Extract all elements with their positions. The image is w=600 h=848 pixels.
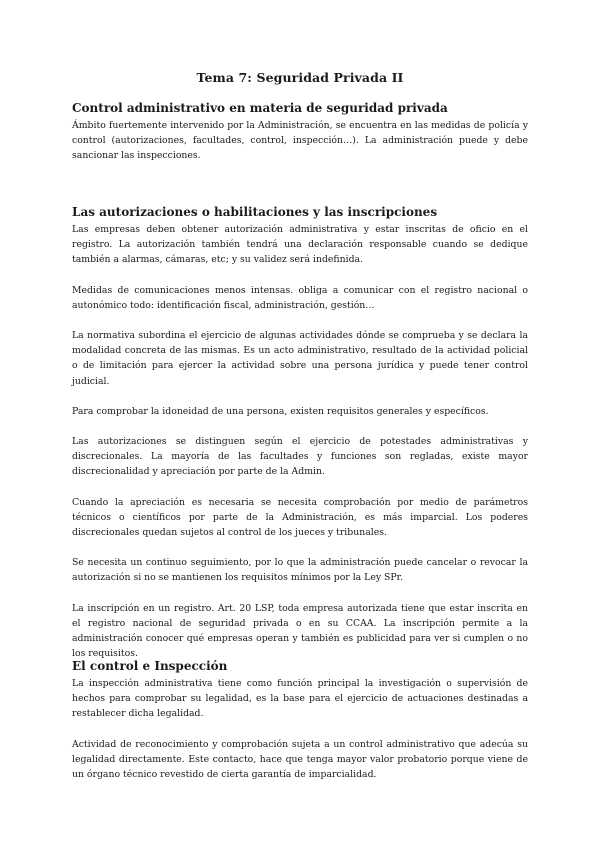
paragraph: La inscripción en un registro. Art. 20 LSP, toda empresa autorizada tiene que estar inscrita en el registro nacional de seguridad privada o en su CCAA. La inscripción permite a la administración conocer qué empresas operan y también es publicidad para ver si cumplen o no los requisitos. <box>72 602 528 660</box>
paragraph: Las empresas deben obtener autorización administrativa y estar inscritas de oficio en el registro. La autorización también tendrá una declaración responsable cuando se dedique también a alarmas, cámaras, etc; y su validez será indefinida. <box>72 224 528 266</box>
paragraph: Se necesita un continuo seguimiento, por lo que la administración puede cancelar o revocar la autorización si no se mantienen los requisitos mínimos por la Ley SPr. <box>72 557 528 584</box>
section-control-administrativo <box>72 101 528 164</box>
paragraph: Para comprobar la idoneidad de una persona, existen requisitos generales y específicos. <box>72 405 489 417</box>
section-heading: Las autorizaciones o habilitaciones y las inscripciones <box>72 205 438 219</box>
document-title: Tema 7: Seguridad Privada II <box>196 70 404 85</box>
paragraph: Actividad de reconocimiento y comprobación sujeta a un control administrativo que adecúa su legalidad directamente. Este contacto, hace que tenga mayor valor probatorio porque viene de un órgano técnico revestido de cierta garantía de imparcialidad. <box>72 738 528 781</box>
section-heading: El control e Inspección <box>72 659 228 673</box>
section-heading: Control administrativo en materia de seguridad privada <box>72 101 448 115</box>
paragraph: Medidas de comunicaciones menos intensas. obliga a comunicar con el registro nacional o autonómico todo: identificación fiscal, administración, gestión… <box>72 284 528 311</box>
paragraph: La inspección administrativa tiene como función principal la investigación o supervisión de hechos para comprobar su legalidad, es la base para el ejercicio de actuaciones destinadas a restablecer dicha legalidad. <box>72 678 528 720</box>
paragraph: Ámbito fuertemente intervenido por la Administración, se encuentra en las medidas de policía y control (autorizaciones, facultades, control, inspección…). La administración puede y debe sancionar las inspecciones. <box>72 120 528 162</box>
section-control-inspeccion <box>72 659 528 782</box>
paragraph: Cuando la apreciación es necesaria se necesita comprobación por medio de parámetros técnicos o científicos por parte de la Administración, es más imparcial. Los poderes discrecionales quedan sujetos al control de los jueces y tribunales. <box>72 496 528 539</box>
paragraph: Las autorizaciones se distinguen según el ejercicio de potestades administrativas y discrecionales. La mayoría de las facultades y funciones son regladas, existe mayor discrecionalidad y apreciación por parte de la Admin. <box>72 436 528 478</box>
section-autorizaciones <box>72 205 528 661</box>
paragraph: La normativa subordina el ejercicio de algunas actividades dónde se comprueba y se declara la modalidad concreta de las mismas. Es un acto administrativo, resultado de la actividad policial o de limitación para ejercer la actividad sobre una persona jurídica y puede tener control judicial. <box>72 330 528 387</box>
